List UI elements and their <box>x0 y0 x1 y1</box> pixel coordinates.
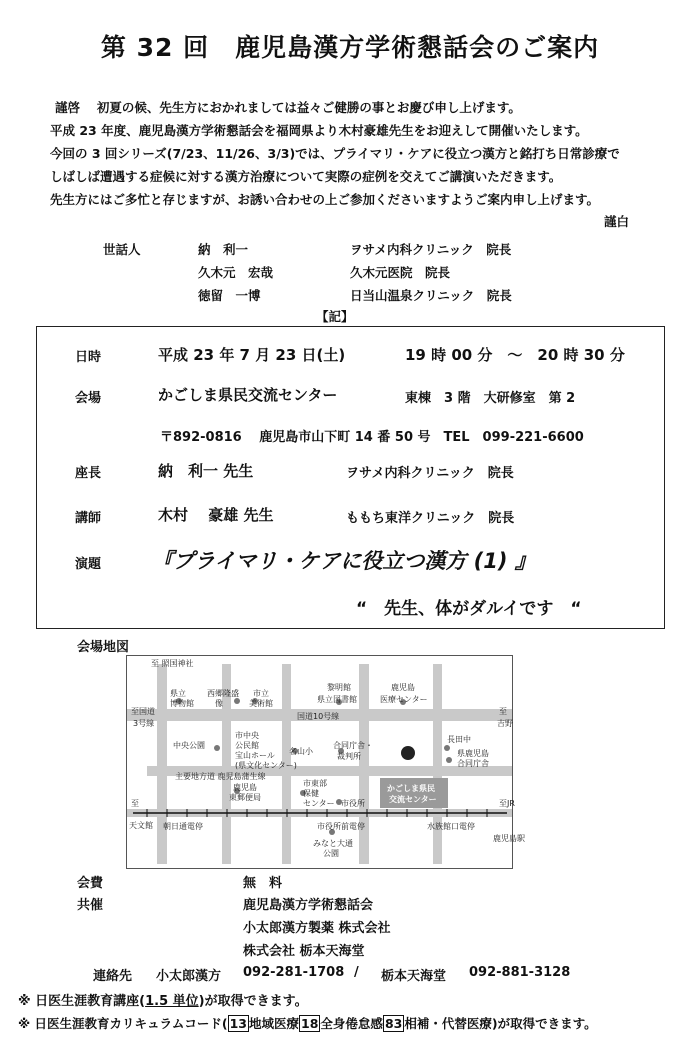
map-label-godo-2: 裁判所 <box>337 752 361 761</box>
map-label-terukuni: 至 照国神社 <box>151 659 194 668</box>
intro-line-3: 今回の 3 回シリーズ(7/23、11/26、3/3)では、プライマリ・ケアに役立つ漢方と銘打ち日常診療で <box>50 146 620 161</box>
map-label-takarayama-2: (県文化センター) <box>235 761 297 770</box>
map-label-iryo-2: 医療センター <box>380 695 428 704</box>
map-label-suizokukan: 水族館口電停 <box>427 822 475 831</box>
code-2-text: 全身倦怠感 <box>320 1016 383 1031</box>
theme-title: 『プライマリ・ケアに役立つ漢方 (1) 』 <box>152 549 536 573</box>
speaker-name: 木村 豪雄 先生 <box>158 506 274 524</box>
chair-name: 納 利一 先生 <box>158 462 254 480</box>
map-label-godo: 合同庁舎・ <box>333 741 373 750</box>
map-label-tenmonkan-2: 天文館 <box>129 821 153 830</box>
sewanin-name-2: 久木元 宏哉 <box>198 265 274 280</box>
note-1-unit: 1.5 単位 <box>145 994 199 1009</box>
map-label-route10: 国道10号線 <box>297 712 340 721</box>
note-1-prefix: ※ 日医生涯教育講座( <box>18 994 146 1009</box>
map-label-prefectural-road: 主要地方道 鹿児島蒲生線 <box>175 772 266 781</box>
map-label-shiyakusho-tei: 市役所前電停 <box>317 822 365 831</box>
kyosai-3: 株式会社 栃本天海堂 <box>243 944 365 959</box>
map-heading: 会場地図 <box>77 640 130 655</box>
map-label-yoshino-2: 吉野 <box>497 719 513 728</box>
map-label-hokenjo-2: 保健 <box>303 789 319 798</box>
map-label-hokenjo: 市東部 <box>303 779 327 788</box>
ki-heading: 【記】 <box>316 309 354 324</box>
venue-map <box>126 655 525 869</box>
map-label-reimeikan: 黎明館 <box>327 683 351 692</box>
map-label-toshokan: 県立図書館 <box>317 695 357 704</box>
sewanin-label: 世話人 <box>103 242 141 257</box>
map-label-takarayama: 宝山ホール <box>235 751 275 760</box>
sewanin-org-3: 日当山温泉クリニック 院長 <box>350 288 512 303</box>
speaker-org: ももち東洋クリニック 院長 <box>346 511 515 526</box>
map-label-bijutsukan: 市立 <box>253 689 269 698</box>
map-label-hokenjo-3: センター <box>303 799 335 808</box>
map-label-hakubutsukan-2: 博物館 <box>170 699 194 708</box>
contact-b-name: 栃本天海堂 <box>381 969 447 984</box>
venue-marker <box>401 746 415 760</box>
map-label-jr: 至JR <box>499 799 515 808</box>
note-2-suffix: )が取得できます。 <box>491 1016 597 1031</box>
chair-label: 座長 <box>75 466 102 481</box>
note-2-prefix: ※ 日医生涯教育カリキュラムコード( <box>18 1016 228 1031</box>
code-3-number: 83 <box>384 1016 403 1031</box>
venue-label: 会場 <box>75 391 102 406</box>
map-label-saigo-2: 像 <box>215 699 223 708</box>
code-1-text: 地域医療 <box>249 1016 300 1031</box>
map-label-route3: 至国道 <box>131 707 155 716</box>
map-label-saigo: 西郷隆盛 <box>207 689 239 698</box>
code-1-number: 13 <box>229 1016 247 1031</box>
map-label-bijutsukan-2: 美術館 <box>249 699 273 708</box>
map-label-kominkan: 市中央 <box>235 731 259 740</box>
venue-address: 〒892-0816 鹿児島市山下町 14 番 50 号 TEL 099-221-6600 <box>160 430 584 445</box>
map-label-nagata: 長田中 <box>447 735 471 744</box>
time-value: 19 時 00 分 ～ 20 時 30 分 <box>405 346 625 364</box>
closing: 謹白 <box>604 214 630 229</box>
map-label-asahi: 朝日通電停 <box>163 822 203 831</box>
map-label-jr-2: 鹿児島駅 <box>493 834 525 843</box>
date-value: 平成 23 年 7 月 23 日(土) <box>158 346 346 364</box>
map-label-chuo-park: 中央公園 <box>173 741 205 750</box>
note-1-suffix: )が取得できます。 <box>198 994 308 1009</box>
code-3-text: 相補・代替医療 <box>404 1016 492 1031</box>
map-label-route3-2: 3号線 <box>133 719 155 728</box>
map-label-kenchosha: 県鹿児島 <box>457 749 489 758</box>
map-label-center: かごしま県民 <box>387 784 435 793</box>
chair-org: ヲサメ内科クリニック 院長 <box>346 466 514 481</box>
sewanin-org-1: ヲサメ内科クリニック 院長 <box>350 242 512 257</box>
map-label-post-2: 東郵便局 <box>229 793 261 802</box>
note-2 <box>18 1014 597 1032</box>
road-v5 <box>433 664 442 864</box>
intro-line-5: 先生方にはご多忙と存じますが、お誘い合わせの上ご参加くださいますようご案内申し上げます。 <box>50 192 600 207</box>
map-label-minato: みなと大通 <box>313 839 353 848</box>
venue-name: かごしま県民交流センター <box>158 386 338 404</box>
contact-separator: / <box>354 965 359 980</box>
contact-b-tel: 092-881-3128 <box>469 965 571 980</box>
note-1 <box>18 990 308 1009</box>
theme-label: 演題 <box>75 557 102 572</box>
contact-a-tel: 092-281-1708 <box>243 965 345 980</box>
kyosai-2: 小太郎漢方製薬 株式会社 <box>243 921 391 936</box>
map-label-post: 鹿児島 <box>233 783 257 792</box>
venue-room: 東棟 3 階 大研修室 第 2 <box>405 391 576 406</box>
map-label-minato-2: 公園 <box>323 849 339 858</box>
map-label-hakubutsukan: 県立 <box>170 689 186 698</box>
speaker-label: 講師 <box>75 511 102 526</box>
kyosai-1: 鹿児島漢方学術懇話会 <box>243 898 374 913</box>
map-label-center-2: 交流センター <box>389 795 437 804</box>
map-label-yoshino: 至 <box>499 707 507 716</box>
kyosai-label: 共催 <box>77 898 104 913</box>
date-label: 日時 <box>75 350 102 365</box>
sewanin-name-1: 納 利一 <box>198 242 249 257</box>
road-v4 <box>359 664 369 864</box>
theme-subtitle: “ 先生、体がダルイです “ <box>356 599 582 619</box>
page-title: 第 32 回 鹿児島漢方学術懇話会のご案内 <box>100 33 600 62</box>
code-2-number: 18 <box>301 1016 319 1031</box>
kaihi-value: 無 料 <box>243 876 283 891</box>
venue-map-svg <box>127 656 525 868</box>
intro-line-4: しばしば遭遇する症候に対する漢方治療について実際の症例を交えてご講演いただきます。 <box>50 169 562 184</box>
contact-label: 連絡先 <box>93 969 133 984</box>
contact-a-name: 小太郎漢方 <box>156 969 222 984</box>
sewanin-org-2: 久木元医院 院長 <box>350 265 451 280</box>
map-label-tenmonkan: 至 <box>131 799 139 808</box>
map-label-meizan: 名山小 <box>289 747 313 756</box>
intro-line-1: 謹啓 初夏の候、先生方におかれましては益々ご健勝の事とお慶び申し上げます。 <box>55 100 521 115</box>
map-label-shiyakusho: 市役所 <box>341 799 365 808</box>
road-v1 <box>157 664 167 864</box>
map-label-kominkan-2: 公民館 <box>235 741 259 750</box>
kaihi-label: 会費 <box>77 876 104 891</box>
sewanin-name-3: 徳留 一博 <box>198 288 261 303</box>
map-label-kenchosha-2: 合同庁舎 <box>457 759 489 768</box>
map-label-iryo: 鹿児島 <box>391 683 415 692</box>
intro-line-2: 平成 23 年度、鹿児島漢方学術懇話会を福岡県より木村豪雄先生をお迎えして開催いたします。 <box>50 123 588 138</box>
